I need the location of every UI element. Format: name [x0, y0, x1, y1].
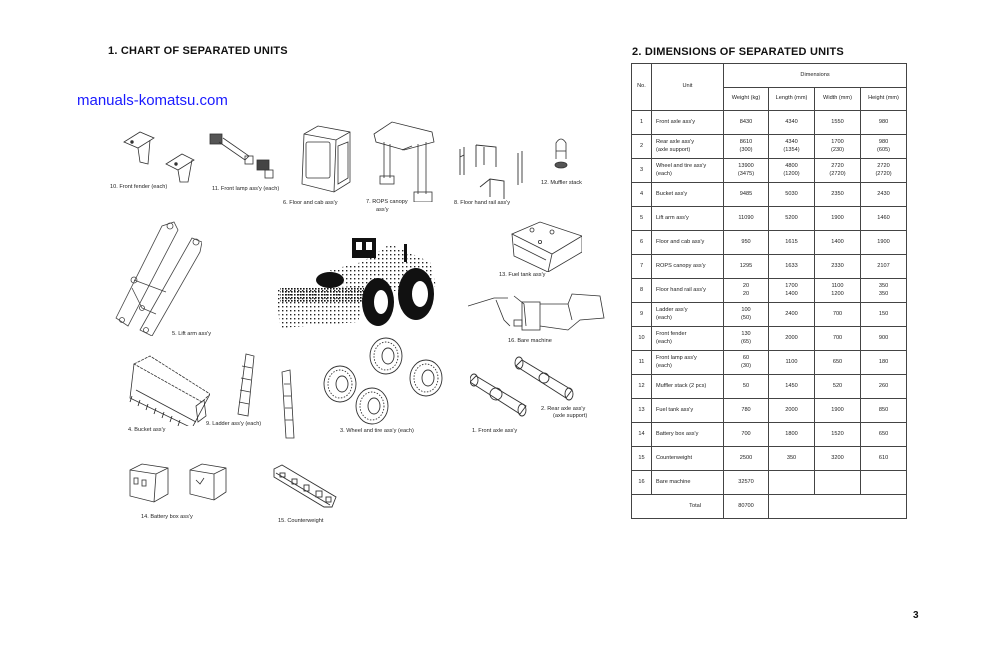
- length-value: 2400: [785, 310, 798, 317]
- caption-fuel-tank: 13. Fuel tank ass'y: [499, 272, 546, 278]
- cell-length: [769, 159, 815, 183]
- width-value: 1400: [831, 238, 844, 245]
- weight-value: 13900: [738, 163, 754, 170]
- caption-floor-cab: 6. Floor and cab ass'y: [283, 200, 338, 206]
- wheel-loader-figure: [270, 222, 450, 330]
- cell-width: [815, 375, 861, 399]
- front-fender-figure: [120, 128, 200, 183]
- cell-weight: [724, 135, 769, 159]
- unit-value: Muffler stack (2 pcs): [656, 382, 707, 389]
- height-value: 2720: [877, 163, 890, 170]
- cell-weight: [724, 303, 769, 327]
- cell-height: [861, 471, 907, 495]
- rops-canopy-figure: [372, 120, 442, 202]
- no-value: 13: [638, 406, 645, 413]
- wheel-tire-figure: [322, 336, 448, 426]
- weight-value: 50: [742, 382, 750, 389]
- cell-width: [815, 447, 861, 471]
- cell-no: [632, 399, 652, 423]
- width-value: 1100: [831, 283, 844, 290]
- cell-no: [632, 279, 652, 303]
- no-value: 11: [638, 358, 645, 365]
- unit-value: Bucket ass'y: [656, 190, 688, 197]
- cell-height: [861, 447, 907, 471]
- height-value: 150: [878, 310, 889, 317]
- header-height: Height (mm): [861, 88, 907, 111]
- width-value: 2350: [831, 190, 844, 197]
- unit-value: Front lamp ass'y: [656, 355, 697, 362]
- fuel-tank-figure: [510, 220, 582, 272]
- unit-secondary-value: (each): [656, 314, 672, 321]
- cell-no: [632, 207, 652, 231]
- cell-width: [815, 471, 861, 495]
- caption-floor-hand-rail: 8. Floor hand rail ass'y: [454, 200, 511, 206]
- cell-no: [632, 135, 652, 159]
- length-secondary-value: 1400: [785, 290, 798, 297]
- cell-no: [632, 255, 652, 279]
- no-value: 2: [639, 142, 644, 149]
- section-1-title: 1. CHART OF SEPARATED UNITS: [108, 45, 288, 57]
- no-value: 7: [639, 262, 644, 269]
- cell-height: [861, 183, 907, 207]
- unit-secondary-value: (each): [656, 170, 672, 177]
- cell-length: [769, 207, 815, 231]
- cell-weight: [724, 111, 769, 135]
- cell-unit: [652, 351, 724, 375]
- cell-length: [769, 327, 815, 351]
- cell-weight: [724, 351, 769, 375]
- cell-height: [861, 399, 907, 423]
- cell-unit: [652, 399, 724, 423]
- caption-muffler-stack: 12. Muffler stack: [541, 180, 582, 186]
- cell-unit: [652, 279, 724, 303]
- width-secondary-value: (230): [830, 146, 845, 153]
- caption-wheel-tire: 3. Wheel and tire ass'y (each): [340, 428, 414, 434]
- length-secondary-value: (1200): [783, 170, 800, 177]
- cell-width: [815, 399, 861, 423]
- cell-length: [769, 423, 815, 447]
- width-value: 2720: [831, 163, 844, 170]
- weight-value: 2500: [739, 454, 753, 461]
- table-row: [632, 471, 907, 495]
- caption-bucket: 4. Bucket ass'y: [128, 427, 166, 433]
- weight-value: 20: [742, 283, 750, 290]
- width-value: 1900: [831, 406, 844, 413]
- no-value: 8: [639, 286, 644, 293]
- table-row: [632, 351, 907, 375]
- table-row: [632, 159, 907, 183]
- unit-value: Floor hand rail ass'y: [656, 286, 706, 293]
- height-secondary-value: (605): [876, 146, 891, 153]
- weight-value: 8430: [739, 118, 753, 125]
- bucket-figure: [126, 350, 210, 426]
- caption-front-lamp: 11. Front lamp ass'y (each): [212, 186, 280, 192]
- floor-hand-rail-figure: [458, 143, 526, 199]
- table-row: [632, 111, 907, 135]
- weight-secondary-value: (3475): [737, 170, 755, 177]
- length-value: 1615: [785, 238, 798, 245]
- cell-unit: [652, 207, 724, 231]
- weight-secondary-value: (50): [741, 314, 751, 321]
- weight-secondary-value: (30): [741, 362, 751, 369]
- cell-width: [815, 159, 861, 183]
- caption-battery-box: 14. Battery box ass'y: [141, 514, 193, 520]
- height-value: 1900: [877, 238, 890, 245]
- table-row: [632, 255, 907, 279]
- caption-rear-axle-2: (axle support): [553, 413, 588, 419]
- weight-value: 1295: [739, 262, 753, 269]
- length-secondary-value: (1354): [783, 146, 800, 153]
- unit-value: Lift arm ass'y: [656, 214, 689, 221]
- cell-width: [815, 183, 861, 207]
- cell-no: [632, 159, 652, 183]
- page-number: 3: [913, 610, 919, 621]
- caption-front-axle: 1. Front axle ass'y: [472, 428, 518, 434]
- cell-width: [815, 255, 861, 279]
- table-row: [632, 135, 907, 159]
- cell-no: [632, 327, 652, 351]
- table-row: [632, 303, 907, 327]
- unit-value: Wheel and tire ass'y: [656, 163, 707, 170]
- weight-value: 950: [741, 238, 751, 245]
- unit-value: Ladder ass'y: [656, 307, 688, 314]
- height-value: 2430: [877, 190, 890, 197]
- height-value: 850: [878, 406, 889, 413]
- cell-length: [769, 111, 815, 135]
- no-value: 1: [639, 118, 644, 125]
- unit-secondary-value: (axle support): [656, 146, 691, 153]
- width-secondary-value: (2720): [829, 170, 846, 177]
- cell-unit: [652, 135, 724, 159]
- no-value: 4: [639, 190, 644, 197]
- unit-value: Counterweight: [656, 454, 693, 461]
- cell-weight: [724, 207, 769, 231]
- height-value: 900: [878, 334, 889, 341]
- dimensions-table: [631, 63, 907, 519]
- cell-unit: [652, 471, 724, 495]
- length-value: 4340: [785, 118, 798, 125]
- unit-secondary-value: (each): [656, 362, 672, 369]
- cell-no: [632, 111, 652, 135]
- table-row: [632, 279, 907, 303]
- total-row: [632, 495, 907, 519]
- weight-value: 100: [741, 307, 751, 314]
- length-value: 4340: [785, 139, 798, 146]
- cell-height: [861, 327, 907, 351]
- no-value: 10: [638, 334, 645, 341]
- table-row: [632, 423, 907, 447]
- cell-width: [815, 351, 861, 375]
- cell-unit: [652, 183, 724, 207]
- weight-value: 60: [742, 355, 750, 362]
- cell-unit: [652, 423, 724, 447]
- height-value: 180: [878, 358, 889, 365]
- unit-value: Bare machine: [656, 478, 691, 485]
- bare-machine-figure: [468, 290, 608, 336]
- front-lamp-figure: [205, 130, 285, 190]
- cell-length: [769, 399, 815, 423]
- no-value: 14: [638, 430, 645, 437]
- cell-width: [815, 423, 861, 447]
- height-secondary-value: (2720): [875, 170, 892, 177]
- floor-cab-figure: [298, 124, 354, 196]
- cell-unit: [652, 111, 724, 135]
- length-value: 350: [786, 454, 797, 461]
- cell-weight: [724, 159, 769, 183]
- caption-front-fender: 10. Front fender (each): [110, 184, 168, 190]
- total-weight: 80700: [724, 495, 769, 519]
- cell-no: [632, 375, 652, 399]
- cell-length: [769, 279, 815, 303]
- cell-weight: [724, 375, 769, 399]
- cell-unit: [652, 327, 724, 351]
- caption-rops-canopy-2: ass'y: [376, 207, 389, 213]
- table-row: [632, 183, 907, 207]
- unit-value: Front axle ass'y: [656, 118, 695, 125]
- weight-secondary-value: 20: [742, 290, 750, 297]
- cell-unit: [652, 447, 724, 471]
- cell-length: [769, 135, 815, 159]
- cell-height: [861, 375, 907, 399]
- cell-height: [861, 423, 907, 447]
- width-value: 1700: [831, 139, 844, 146]
- cell-height: [861, 351, 907, 375]
- cell-no: [632, 231, 652, 255]
- no-value: 3: [639, 166, 644, 173]
- section-2-title: 2. DIMENSIONS OF SEPARATED UNITS: [632, 46, 844, 58]
- cell-width: [815, 303, 861, 327]
- weight-secondary-value: (300): [739, 146, 753, 153]
- table-body: [632, 111, 907, 495]
- header-weight: Weight (kg): [724, 88, 769, 111]
- header-width: Width (mm): [815, 88, 861, 111]
- height-value: 260: [878, 382, 889, 389]
- width-value: 3200: [831, 454, 844, 461]
- cell-height: [861, 207, 907, 231]
- table-row: [632, 327, 907, 351]
- cell-width: [815, 111, 861, 135]
- caption-rops-canopy: 7. ROPS canopy: [366, 199, 408, 205]
- weight-value: 780: [741, 406, 751, 413]
- caption-counterweight: 15. Counterweight: [278, 518, 324, 524]
- length-value: 1800: [785, 430, 798, 437]
- header-no: No.: [632, 64, 652, 111]
- cell-height: [861, 231, 907, 255]
- cell-no: [632, 423, 652, 447]
- unit-value: Front fender: [656, 331, 687, 338]
- cell-width: [815, 231, 861, 255]
- total-blank: [769, 495, 907, 519]
- lift-arm-figure: [112, 218, 202, 336]
- caption-lift-arm: 5. Lift arm ass'y: [172, 331, 211, 337]
- cell-length: [769, 447, 815, 471]
- cell-length: [769, 183, 815, 207]
- weight-value: 130: [741, 331, 751, 338]
- table-row: [632, 375, 907, 399]
- no-value: 16: [638, 478, 645, 485]
- height-value: 980: [878, 118, 889, 125]
- battery-box-figure: [128, 460, 228, 506]
- table-row: [632, 447, 907, 471]
- cell-height: [861, 159, 907, 183]
- length-value: 1633: [785, 262, 798, 269]
- cell-height: [861, 135, 907, 159]
- cell-unit: [652, 255, 724, 279]
- cell-unit: [652, 159, 724, 183]
- cell-weight: [724, 231, 769, 255]
- header-dimensions: Dimensions: [724, 64, 907, 88]
- cell-height: [861, 303, 907, 327]
- weight-secondary-value: (65): [741, 338, 751, 345]
- width-value: 1900: [831, 214, 844, 221]
- muffler-stack-figure: [552, 137, 570, 173]
- caption-bare-machine: 16. Bare machine: [508, 338, 552, 344]
- length-value: 2000: [785, 334, 798, 341]
- weight-value: 11090: [738, 214, 754, 221]
- cell-weight: [724, 447, 769, 471]
- unit-value: Floor and cab ass'y: [656, 238, 705, 245]
- width-value: 520: [832, 382, 843, 389]
- cell-width: [815, 207, 861, 231]
- no-value: 15: [638, 454, 645, 461]
- cell-length: [769, 351, 815, 375]
- cell-width: [815, 327, 861, 351]
- cell-no: [632, 351, 652, 375]
- length-value: 5030: [785, 190, 798, 197]
- width-value: 700: [832, 310, 843, 317]
- length-value: 1100: [785, 358, 798, 365]
- no-value: 12: [638, 382, 645, 389]
- header-length: Length (mm): [769, 88, 815, 111]
- cell-unit: [652, 231, 724, 255]
- cell-length: [769, 255, 815, 279]
- cell-weight: [724, 255, 769, 279]
- caption-ladder: 9. Ladder ass'y (each): [206, 421, 262, 427]
- cell-width: [815, 135, 861, 159]
- total-label: Total: [632, 495, 724, 519]
- length-value: 5200: [785, 214, 798, 221]
- weight-value: 32570: [738, 478, 754, 485]
- cell-width: [815, 279, 861, 303]
- cell-height: [861, 255, 907, 279]
- watermark-link[interactable]: manuals-komatsu.com: [77, 92, 228, 109]
- cell-no: [632, 471, 652, 495]
- weight-value: 9485: [739, 190, 753, 197]
- cell-length: [769, 471, 815, 495]
- caption-rear-axle: 2. Rear axle ass'y: [541, 406, 586, 412]
- counterweight-figure: [272, 463, 338, 509]
- cell-weight: [724, 279, 769, 303]
- cell-length: [769, 303, 815, 327]
- cell-weight: [724, 471, 769, 495]
- no-value: 5: [639, 214, 644, 221]
- unit-value: ROPS canopy ass'y: [656, 262, 706, 269]
- length-value: 1700: [785, 283, 798, 290]
- width-value: 1520: [831, 430, 844, 437]
- height-value: 2107: [877, 262, 890, 269]
- cell-length: [769, 375, 815, 399]
- width-value: 2330: [831, 262, 844, 269]
- width-value: 650: [832, 358, 843, 365]
- no-value: 9: [639, 310, 644, 317]
- header-unit: Unit: [652, 64, 724, 111]
- height-value: 1460: [877, 214, 890, 221]
- weight-value: 8610: [739, 139, 753, 146]
- height-value: 980: [878, 139, 889, 146]
- unit-value: Fuel tank ass'y: [656, 406, 694, 413]
- width-secondary-value: 1200: [831, 290, 844, 297]
- unit-value: Battery box ass'y: [656, 430, 699, 437]
- cell-length: [769, 231, 815, 255]
- length-value: 1450: [785, 382, 798, 389]
- weight-value: 700: [741, 430, 751, 437]
- unit-value: Rear axle ass'y: [656, 139, 695, 146]
- cell-height: [861, 279, 907, 303]
- height-value: 350: [878, 283, 889, 290]
- width-value: 700: [832, 334, 843, 341]
- no-value: 6: [639, 238, 644, 245]
- length-value: 4800: [785, 163, 798, 170]
- height-value: 650: [878, 430, 889, 437]
- cell-weight: [724, 423, 769, 447]
- table-row: [632, 231, 907, 255]
- height-value: 610: [878, 454, 889, 461]
- height-secondary-value: 350: [878, 290, 889, 297]
- table-row: [632, 207, 907, 231]
- cell-no: [632, 303, 652, 327]
- unit-secondary-value: (each): [656, 338, 672, 345]
- cell-no: [632, 183, 652, 207]
- cell-height: [861, 111, 907, 135]
- width-value: 1550: [831, 118, 844, 125]
- cell-weight: [724, 327, 769, 351]
- cell-unit: [652, 375, 724, 399]
- table-row: [632, 399, 907, 423]
- cell-unit: [652, 303, 724, 327]
- cell-weight: [724, 399, 769, 423]
- cell-weight: [724, 183, 769, 207]
- length-value: 2000: [785, 406, 798, 413]
- cell-no: [632, 447, 652, 471]
